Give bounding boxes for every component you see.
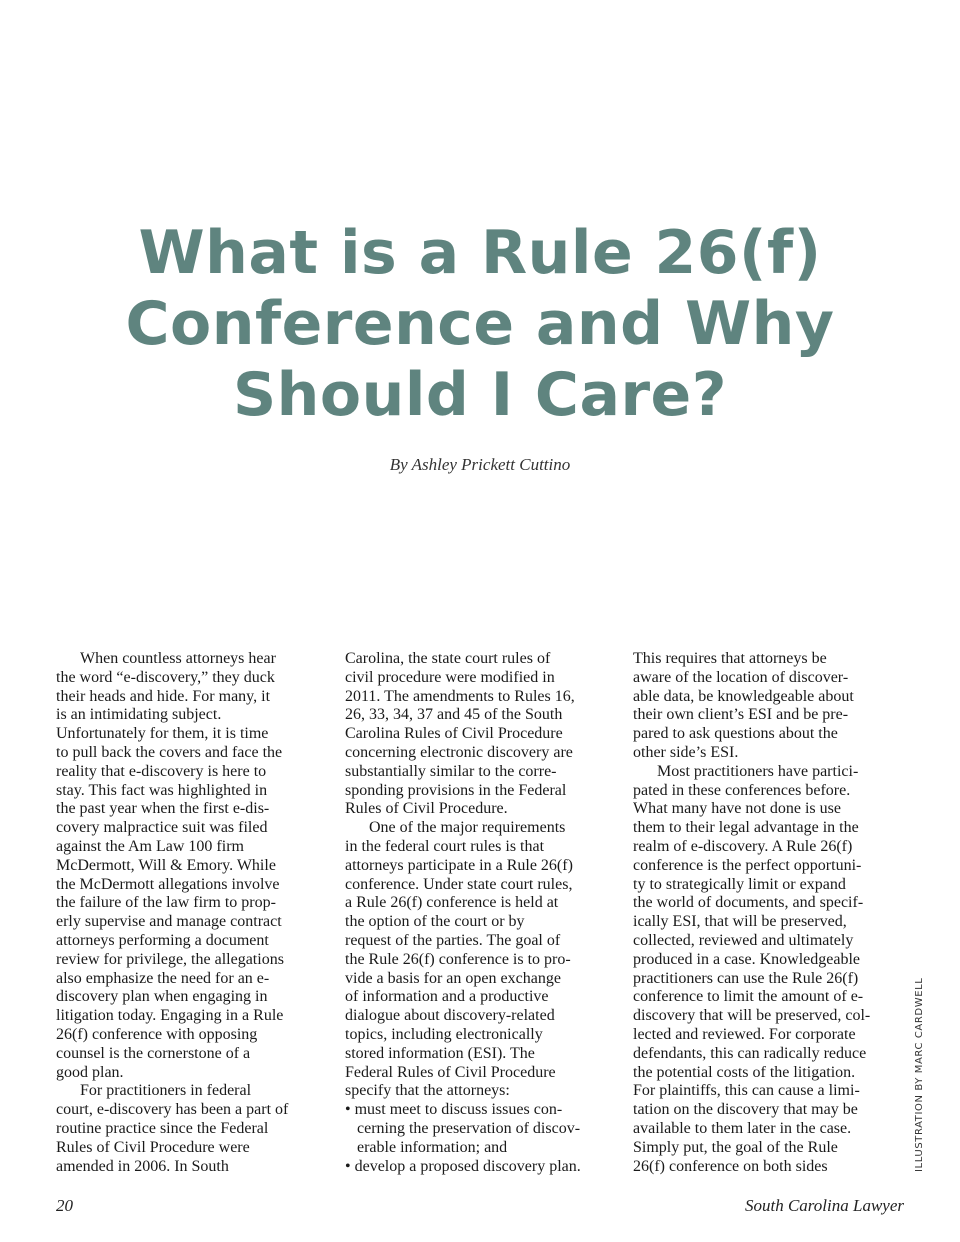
text-line: able data, be knowledgeable about bbox=[633, 687, 854, 705]
text-line: cerning the preservation of discov- bbox=[345, 1119, 581, 1137]
text-line: request of the parties. The goal of bbox=[345, 931, 561, 949]
text-line: Simply put, the goal of the Rule bbox=[633, 1138, 838, 1156]
text-line: • develop a proposed discovery plan. bbox=[345, 1157, 581, 1175]
text-line: litigation today. Engaging in a Rule bbox=[56, 1007, 284, 1025]
text-line: • must meet to discuss issues con- bbox=[345, 1101, 563, 1119]
text-line: reality that e-discovery is here to bbox=[56, 762, 267, 780]
text-line: them to their legal advantage in the bbox=[633, 819, 859, 837]
text-line: a Rule 26(f) conference is held at bbox=[345, 894, 559, 912]
text-line: the Rule 26(f) conference is to pro- bbox=[345, 950, 571, 968]
text-line: substantially similar to the corre- bbox=[345, 762, 557, 780]
body-column-3 bbox=[633, 650, 901, 1176]
text-line: pated in these conferences before. bbox=[633, 781, 851, 799]
text-line: tation on the discovery that may be bbox=[633, 1101, 858, 1119]
article-title bbox=[0, 218, 960, 431]
text-line: attorneys participate in a Rule 26(f) bbox=[345, 856, 573, 874]
text-line: against the Am Law 100 firm bbox=[56, 837, 244, 855]
text-line: McDermott, Will & Emory. While bbox=[56, 856, 276, 874]
text-line: 26, 33, 34, 37 and 45 of the South bbox=[345, 706, 563, 724]
text-line: the McDermott allegations involve bbox=[56, 875, 280, 893]
text-line: lected and reviewed. For corporate bbox=[633, 1025, 856, 1043]
text-line: amended in 2006. In South bbox=[56, 1157, 229, 1175]
text-line: Carolina Rules of Civil Procedure bbox=[345, 725, 563, 743]
text-line: Most practitioners have partici- bbox=[633, 762, 859, 780]
text-line: aware of the location of discover- bbox=[633, 668, 849, 686]
illustration-credit: ILLUSTRATION BY MARC CARDWELL bbox=[914, 977, 925, 1172]
page-number: 20 bbox=[56, 1196, 73, 1215]
text-line: covery malpractice suit was filed bbox=[56, 819, 268, 837]
text-line: attorneys performing a document bbox=[56, 931, 269, 949]
text-line: specify that the attorneys: bbox=[345, 1082, 510, 1100]
text-line: pared to ask questions about the bbox=[633, 725, 838, 743]
text-line: available to them later in the case. bbox=[633, 1119, 852, 1137]
text-line: counsel is the cornerstone of a bbox=[56, 1044, 251, 1062]
body-column-1 bbox=[56, 650, 324, 1176]
text-line: For plaintiffs, this can cause a limi- bbox=[633, 1082, 860, 1100]
text-line: stay. This fact was highlighted in bbox=[56, 781, 268, 799]
text-line: the past year when the first e-dis- bbox=[56, 800, 270, 818]
text-line: other side’s ESI. bbox=[633, 743, 739, 761]
text-line: conference. Under state court rules, bbox=[345, 875, 573, 893]
text-line: This requires that attorneys be bbox=[633, 650, 827, 667]
text-line: concerning electronic discovery are bbox=[345, 743, 573, 761]
text-line: in the federal court rules is that bbox=[345, 837, 545, 855]
text-line: Unfortunately for them, it is time bbox=[56, 725, 269, 743]
text-line: What many have not done is use bbox=[633, 800, 841, 818]
text-line: the potential costs of the litigation. bbox=[633, 1063, 856, 1081]
text-line: produced in a case. Knowledgeable bbox=[633, 950, 861, 968]
title-line: Conference and Why bbox=[125, 289, 835, 359]
text-line: of information and a productive bbox=[345, 988, 549, 1006]
text-line: review for privilege, the allegations bbox=[56, 950, 284, 968]
title-line: What is a Rule 26(f) bbox=[138, 218, 822, 288]
text-line: For practitioners in federal bbox=[56, 1082, 252, 1100]
text-line: 26(f) conference on both sides bbox=[633, 1157, 828, 1175]
text-line: 2011. The amendments to Rules 16, bbox=[345, 687, 575, 705]
body-column-2 bbox=[345, 650, 613, 1176]
text-line: 26(f) conference with opposing bbox=[56, 1025, 258, 1043]
text-line: their own client’s ESI and be pre- bbox=[633, 706, 849, 724]
text-line: ically ESI, that will be preserved, bbox=[633, 913, 847, 931]
text-line: good plan. bbox=[56, 1063, 124, 1081]
text-line: ty to strategically limit or expand bbox=[633, 875, 846, 893]
text-line: the failure of the law firm to prop- bbox=[56, 894, 276, 912]
text-line: dialogue about discovery-related bbox=[345, 1007, 555, 1025]
text-line: their heads and hide. For many, it bbox=[56, 687, 271, 705]
text-line: sponding provisions in the Federal bbox=[345, 781, 567, 799]
text-line: is an intimidating subject. bbox=[56, 706, 222, 724]
text-line: collected, reviewed and ultimately bbox=[633, 931, 854, 949]
text-line: vide a basis for an open exchange bbox=[345, 969, 561, 987]
byline: By Ashley Prickett Cuttino bbox=[389, 455, 571, 474]
text-line: realm of e-discovery. A Rule 26(f) bbox=[633, 837, 853, 855]
text-line: civil procedure were modified in bbox=[345, 668, 555, 686]
text-line: conference is the perfect opportuni- bbox=[633, 856, 862, 874]
text-line: defendants, this can radically reduce bbox=[633, 1044, 867, 1062]
text-line: routine practice since the Federal bbox=[56, 1119, 269, 1137]
text-line: stored information (ESI). The bbox=[345, 1044, 535, 1062]
text-line: the world of documents, and specif- bbox=[633, 894, 864, 912]
text-line: discovery plan when engaging in bbox=[56, 988, 268, 1006]
text-line: court, e-discovery has been a part of bbox=[56, 1101, 289, 1119]
publication-name: South Carolina Lawyer bbox=[745, 1196, 904, 1215]
text-line: Federal Rules of Civil Procedure bbox=[345, 1063, 556, 1081]
text-line: discovery that will be preserved, col- bbox=[633, 1007, 871, 1025]
text-line: Rules of Civil Procedure were bbox=[56, 1138, 250, 1156]
text-line: to pull back the covers and face the bbox=[56, 743, 283, 761]
text-line: practitioners can use the Rule 26(f) bbox=[633, 969, 859, 987]
text-line: topics, including electronically bbox=[345, 1025, 543, 1043]
text-line: Rules of Civil Procedure. bbox=[345, 800, 508, 818]
text-line: conference to limit the amount of e- bbox=[633, 988, 864, 1006]
text-line: also emphasize the need for an e- bbox=[56, 969, 270, 987]
title-line: Should I Care? bbox=[232, 360, 728, 430]
text-line: erly supervise and manage contract bbox=[56, 913, 282, 931]
text-line: the word “e-discovery,” they duck bbox=[56, 668, 275, 686]
text-line: Carolina, the state court rules of bbox=[345, 650, 551, 667]
text-line: One of the major requirements bbox=[345, 819, 566, 837]
text-line: erable information; and bbox=[345, 1138, 508, 1156]
text-line: When countless attorneys hear bbox=[56, 650, 276, 667]
text-line: the option of the court or by bbox=[345, 913, 525, 931]
